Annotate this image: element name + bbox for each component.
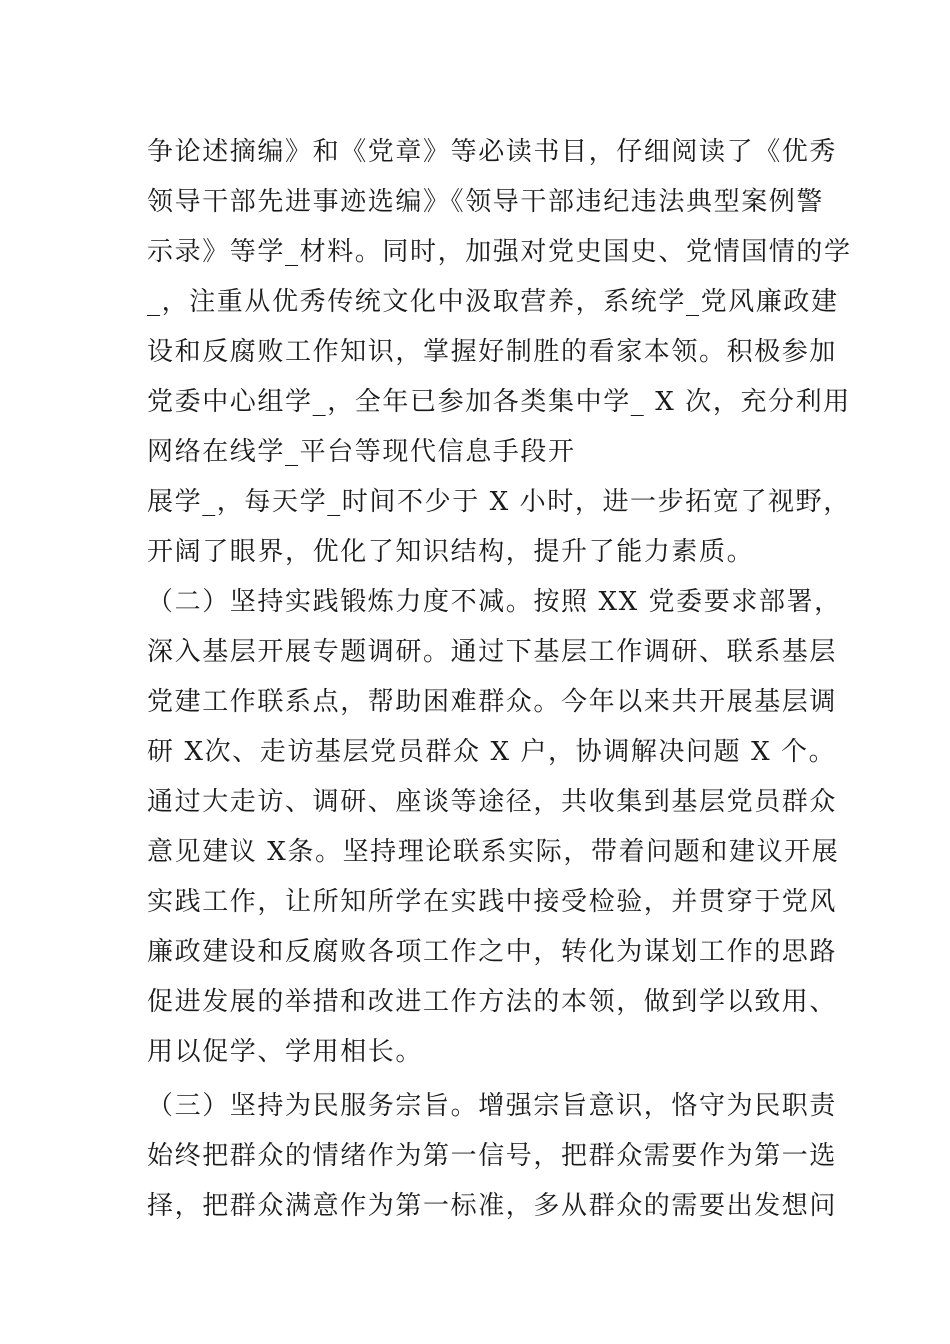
text-line: 网络在线学_平台等现代信息手段开 xyxy=(147,437,576,467)
text-line: _，注重从优秀传统文化中汲取营养，系统学_党风廉政建 xyxy=(147,287,839,317)
section-heading-line: （二）坚持实践锻炼力度不减。按照 XX 党委要求部署， xyxy=(147,587,842,617)
text-line: 示录》等学_材料。同时，加强对党史国史、党情国情的学 xyxy=(147,237,852,267)
section-heading-line: （三）坚持为民服务宗旨。增强宗旨意识，恪守为民职责 xyxy=(147,1091,838,1121)
text-line: 通过大走访、调研、座谈等途径，共收集到基层党员群众 xyxy=(147,787,838,817)
text-line: 深入基层开展专题调研。通过下基层工作调研、联系基层 xyxy=(147,637,838,667)
text-line: 始终把群众的情绪作为第一信号，把群众需要作为第一选 xyxy=(147,1141,838,1171)
body-text xyxy=(147,127,852,1231)
text-line: 研 X次、走访基层党员群众 X 户，协调解决问题 X 个。 xyxy=(147,737,837,767)
text-line: 争论述摘编》和《党章》等必读书目，仔细阅读了《优秀 xyxy=(147,137,838,167)
text-line: 设和反腐败工作知识，掌握好制胜的看家本领。积极参加 xyxy=(147,337,838,367)
text-line: 廉政建设和反腐败各项工作之中，转化为谋划工作的思路 xyxy=(147,937,838,967)
text-line: 领导干部先进事迹选编》《领导干部违纪违法典型案例警 xyxy=(147,187,825,217)
text-line: 党建工作联系点，帮助困难群众。今年以来共开展基层调 xyxy=(147,687,838,717)
text-line: 展学_，每天学_时间不少于 X 小时，进一步拓宽了视野， xyxy=(147,487,851,517)
text-line: 党委中心组学_，全年已参加各类集中学_ X 次，充分利用 xyxy=(147,387,851,417)
text-line: 择，把群众满意作为第一标准，多从群众的需要出发想问 xyxy=(147,1191,838,1221)
text-line: 意见建议 X条。坚持理论联系实际，带着问题和建议开展 xyxy=(147,837,840,867)
text-line: 用以促学、学用相长。 xyxy=(147,1037,424,1067)
text-line: 开阔了眼界，优化了知识结构，提升了能力素质。 xyxy=(147,537,755,567)
text-line: 促进发展的举措和改进工作方法的本领，做到学以致用、 xyxy=(147,987,838,1017)
text-line: 实践工作，让所知所学在实践中接受检验，并贯穿于党风 xyxy=(147,887,838,917)
